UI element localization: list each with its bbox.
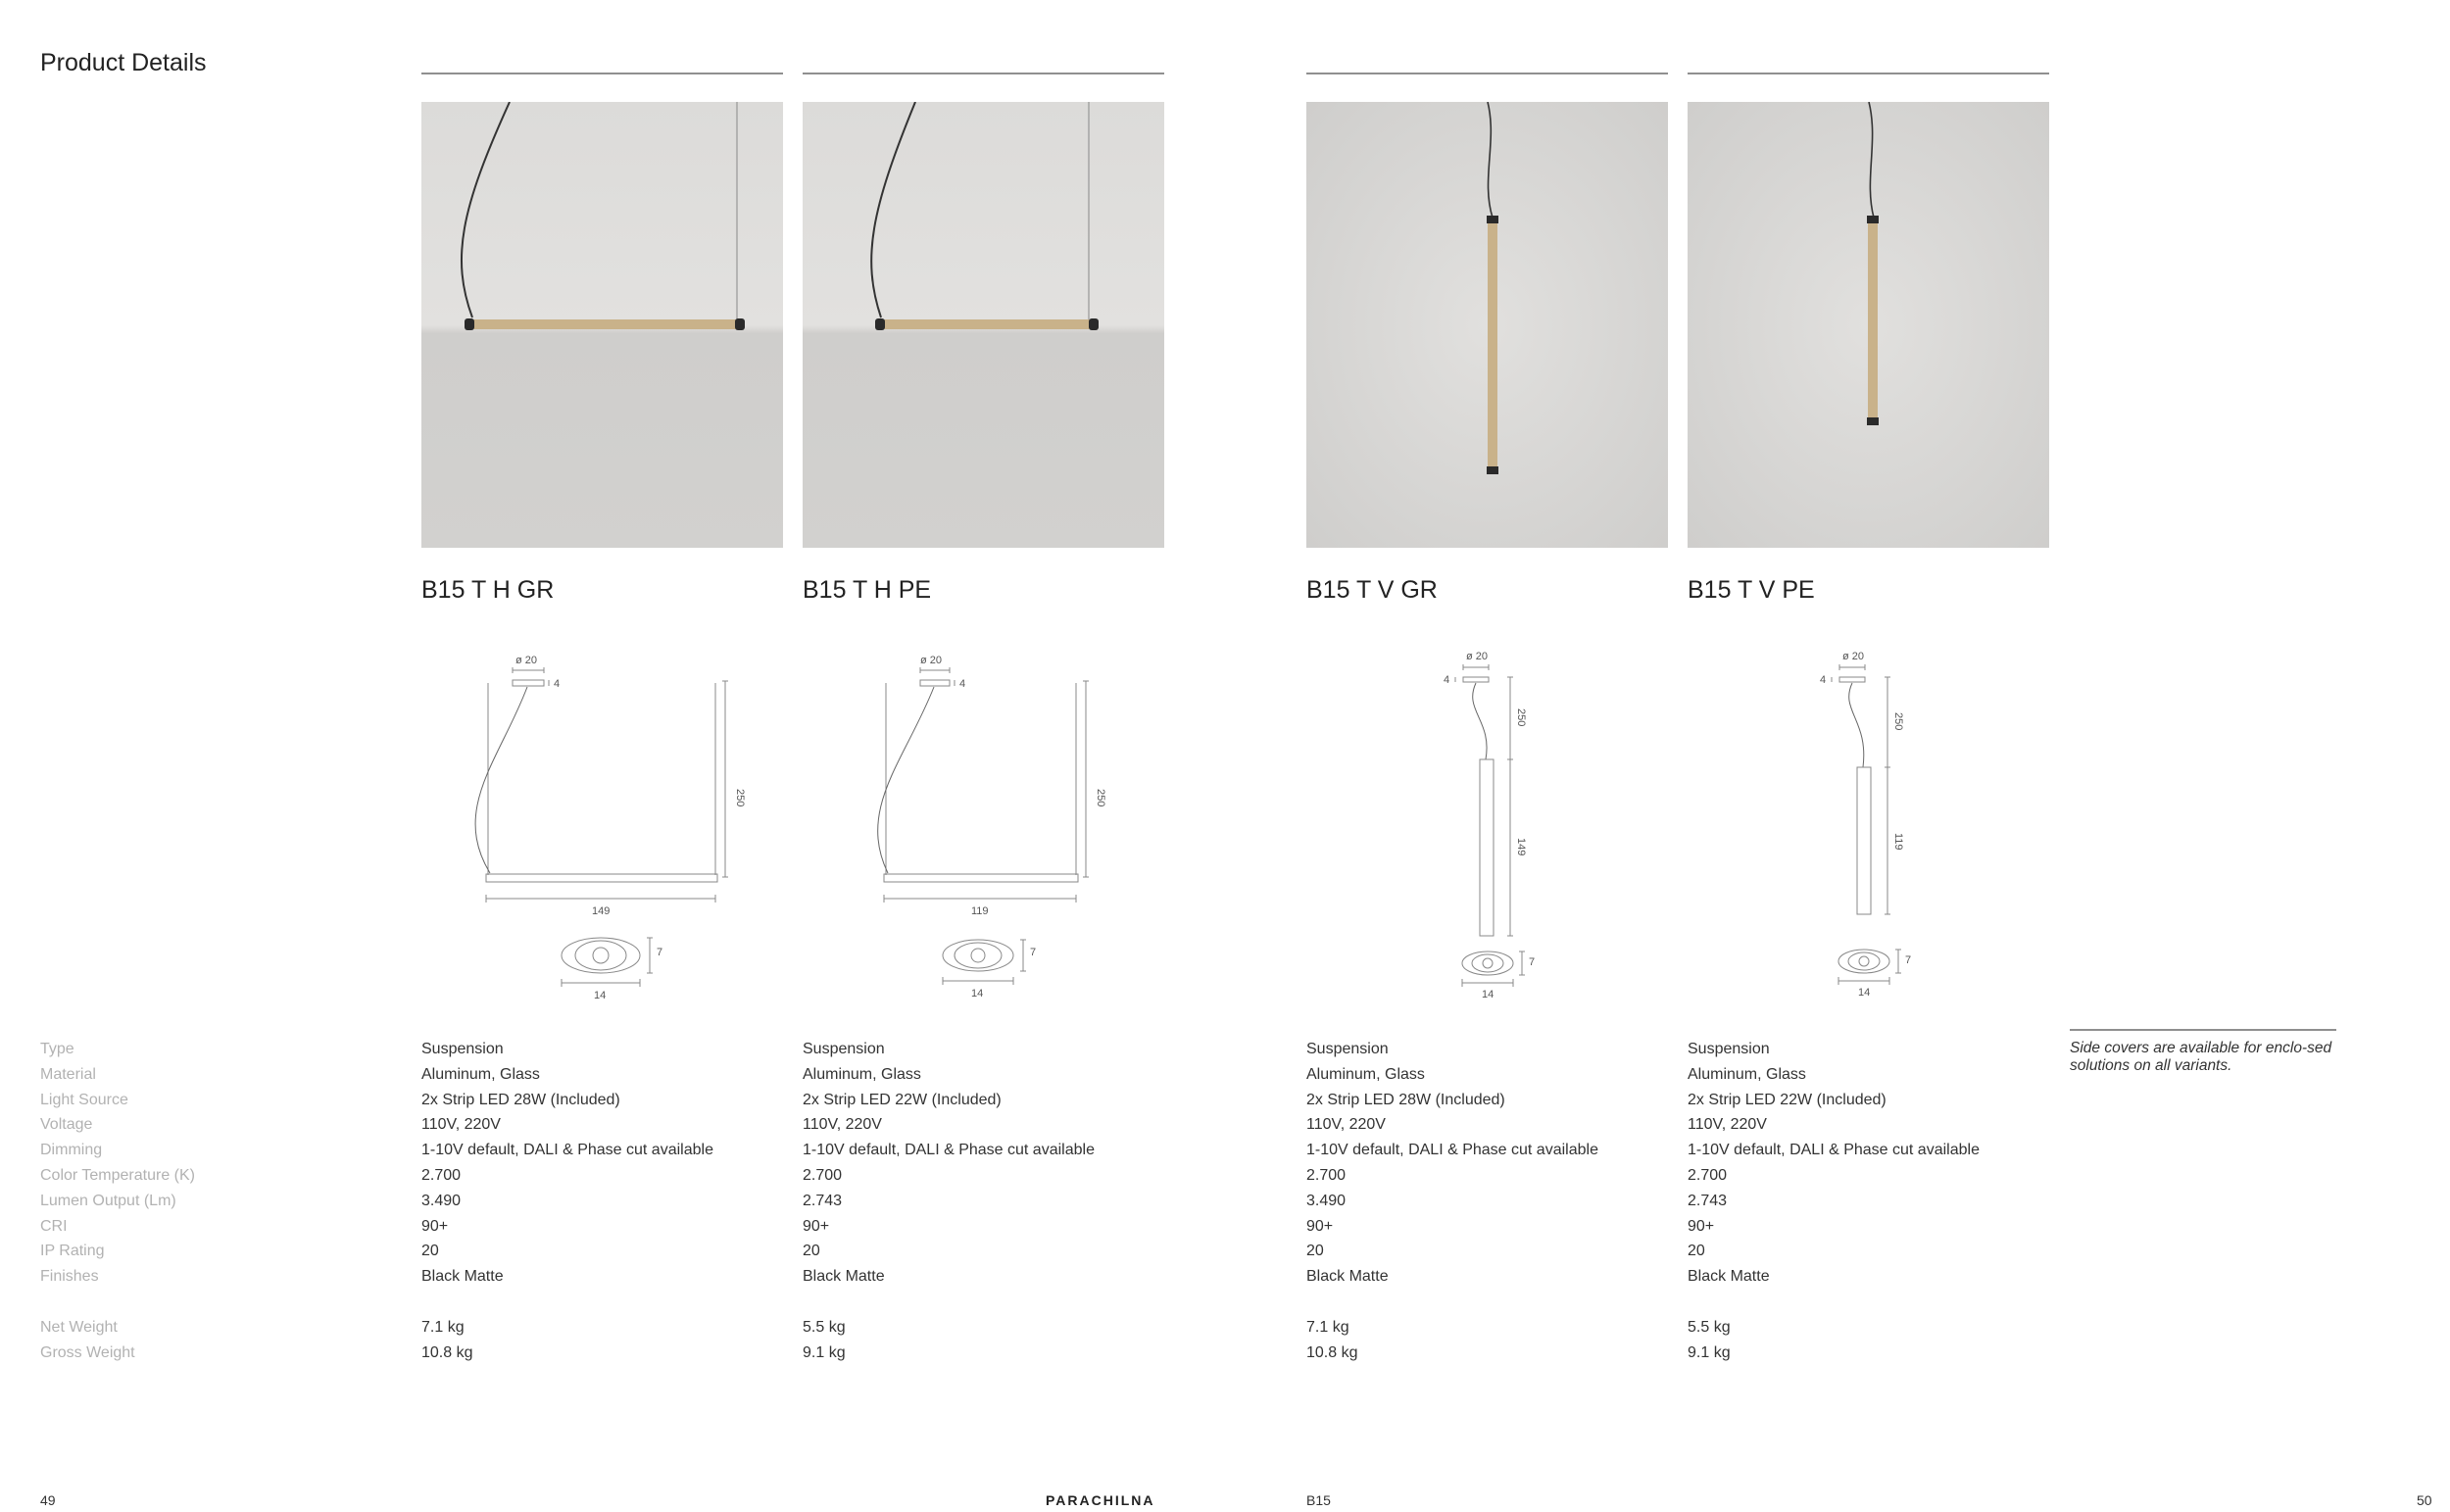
- spec-lumen-output: 2.743: [803, 1192, 843, 1209]
- drop-label: 250: [1095, 789, 1106, 807]
- section-width-label: 14: [1482, 989, 1494, 1000]
- spec-label-voltage: Voltage: [40, 1116, 93, 1134]
- page-title: Product Details: [40, 49, 207, 76]
- spec-light-source: 2x Strip LED 28W (Included): [1306, 1091, 1505, 1108]
- spec-color-temperature: 2.700: [1688, 1166, 1728, 1184]
- spec-column: [1306, 1037, 1679, 1365]
- technical-drawing: [421, 642, 783, 1004]
- spec-label-gross-weight: Gross Weight: [40, 1343, 135, 1361]
- spec-label-cri: CRI: [40, 1217, 68, 1235]
- spec-ip-rating: 20: [421, 1243, 439, 1260]
- product-photo: [1688, 102, 2049, 548]
- spec-cri: 90+: [1306, 1217, 1334, 1235]
- spec-net-weight: 7.1 kg: [1306, 1318, 1349, 1336]
- canopy-diameter-label: ø 20: [920, 655, 943, 666]
- spec-lumen-output: 3.490: [1306, 1192, 1347, 1209]
- spec-lumen-output: 3.490: [421, 1192, 462, 1209]
- spec-cri: 90+: [421, 1217, 449, 1235]
- product-name: B15 T V GR: [1306, 576, 1438, 604]
- technical-drawing: [1306, 642, 1668, 1004]
- canopy-height-label: 4: [1820, 674, 1827, 686]
- spec-color-temperature: 2.700: [421, 1166, 462, 1184]
- spec-type: Suspension: [421, 1041, 504, 1057]
- note-rule: [2070, 1029, 2336, 1031]
- spec-type: Suspension: [803, 1041, 885, 1057]
- spec-gross-weight: 10.8 kg: [1306, 1343, 1358, 1361]
- spec-dimming: 1-10V default, DALI & Phase cut available: [1688, 1142, 1980, 1159]
- spec-type: Suspension: [1306, 1041, 1389, 1057]
- product-photo: [1306, 102, 1668, 548]
- length-label: 119: [1892, 833, 1904, 851]
- canopy-diameter-label: ø 20: [1842, 651, 1865, 662]
- spec-ip-rating: 20: [803, 1243, 820, 1260]
- spec-gross-weight: 9.1 kg: [803, 1343, 846, 1361]
- spec-voltage: 110V, 220V: [1688, 1116, 1767, 1134]
- spec-label-net-weight: Net Weight: [40, 1318, 118, 1336]
- spec-ip-rating: 20: [1306, 1243, 1324, 1260]
- spec-voltage: 110V, 220V: [1306, 1116, 1386, 1134]
- spec-finishes: Black Matte: [1306, 1268, 1389, 1286]
- spec-light-source: 2x Strip LED 28W (Included): [421, 1091, 620, 1108]
- section-width-label: 14: [1858, 987, 1871, 999]
- spec-finishes: Black Matte: [803, 1268, 885, 1286]
- spec-column: [1688, 1037, 2060, 1365]
- section-height-label: 7: [1030, 947, 1037, 958]
- product-photo: [803, 102, 1164, 548]
- canopy-height-label: 4: [1444, 674, 1450, 686]
- spec-dimming: 1-10V default, DALI & Phase cut available: [803, 1142, 1095, 1159]
- column-rule: [803, 73, 1164, 74]
- spec-label-dimming: Dimming: [40, 1142, 103, 1159]
- spec-voltage: 110V, 220V: [803, 1116, 882, 1134]
- spec-voltage: 110V, 220V: [421, 1116, 501, 1134]
- spec-label-color-temperature: Color Temperature (K): [40, 1166, 195, 1184]
- column-rule: [1688, 73, 2049, 74]
- spec-net-weight: 5.5 kg: [803, 1318, 846, 1336]
- spec-color-temperature: 2.700: [803, 1166, 843, 1184]
- section-label: B15: [1306, 1492, 1331, 1508]
- spec-label-light-source: Light Source: [40, 1091, 128, 1108]
- spec-ip-rating: 20: [1688, 1243, 1705, 1260]
- column-rule: [1306, 73, 1668, 74]
- spec-material: Aluminum, Glass: [803, 1065, 921, 1083]
- spec-label-finishes: Finishes: [40, 1268, 99, 1286]
- product-name: B15 T V PE: [1688, 576, 1815, 604]
- spec-net-weight: 7.1 kg: [421, 1318, 465, 1336]
- spec-material: Aluminum, Glass: [421, 1065, 540, 1083]
- spec-labels: [40, 1037, 195, 1365]
- technical-drawing: [803, 642, 1164, 1004]
- page-number-left: 49: [40, 1492, 56, 1508]
- spec-net-weight: 5.5 kg: [1688, 1318, 1731, 1336]
- product-photo: [421, 102, 783, 548]
- drop-label: 250: [1515, 708, 1527, 727]
- drop-label: 250: [734, 789, 746, 807]
- canopy-height-label: 4: [554, 678, 561, 690]
- side-covers-note: Side covers are available for enclo-sed solutions on all variants.: [2070, 1040, 2332, 1074]
- product-name: B15 T H PE: [803, 576, 932, 604]
- spec-finishes: Black Matte: [1688, 1268, 1770, 1286]
- canopy-diameter-label: ø 20: [515, 655, 538, 666]
- spec-label-type: Type: [40, 1041, 74, 1057]
- length-label: 149: [1515, 838, 1527, 856]
- section-width-label: 14: [971, 988, 984, 1000]
- section-height-label: 7: [1529, 956, 1536, 968]
- spec-light-source: 2x Strip LED 22W (Included): [1688, 1091, 1886, 1108]
- spec-cri: 90+: [1688, 1217, 1715, 1235]
- spec-gross-weight: 10.8 kg: [421, 1343, 473, 1361]
- page-number-right: 50: [2417, 1492, 2432, 1508]
- drop-label: 250: [1892, 712, 1904, 731]
- spec-dimming: 1-10V default, DALI & Phase cut available: [1306, 1142, 1598, 1159]
- spec-label-material: Material: [40, 1065, 96, 1083]
- spec-color-temperature: 2.700: [1306, 1166, 1347, 1184]
- spec-dimming: 1-10V default, DALI & Phase cut available: [421, 1142, 713, 1159]
- spec-light-source: 2x Strip LED 22W (Included): [803, 1091, 1002, 1108]
- spec-finishes: Black Matte: [421, 1268, 504, 1286]
- section-width-label: 14: [594, 990, 607, 1001]
- spec-type: Suspension: [1688, 1041, 1770, 1057]
- column-rule: [421, 73, 783, 74]
- spec-label-ip-rating: IP Rating: [40, 1243, 105, 1260]
- canopy-height-label: 4: [959, 678, 966, 690]
- spec-cri: 90+: [803, 1217, 830, 1235]
- canopy-diameter-label: ø 20: [1466, 651, 1489, 662]
- length-label: 119: [971, 905, 989, 917]
- technical-drawing: [1688, 642, 2049, 1004]
- spec-column: [803, 1037, 1175, 1365]
- spec-material: Aluminum, Glass: [1306, 1065, 1425, 1083]
- spec-gross-weight: 9.1 kg: [1688, 1343, 1731, 1361]
- length-label: 149: [592, 905, 611, 917]
- section-height-label: 7: [657, 947, 663, 958]
- spec-label-lumen-output: Lumen Output (Lm): [40, 1192, 176, 1209]
- section-height-label: 7: [1905, 954, 1912, 966]
- spec-material: Aluminum, Glass: [1688, 1065, 1806, 1083]
- spec-column: [421, 1037, 794, 1365]
- product-name: B15 T H GR: [421, 576, 555, 604]
- brand-logo: PARACHILNA: [1046, 1492, 1155, 1508]
- spec-lumen-output: 2.743: [1688, 1192, 1728, 1209]
